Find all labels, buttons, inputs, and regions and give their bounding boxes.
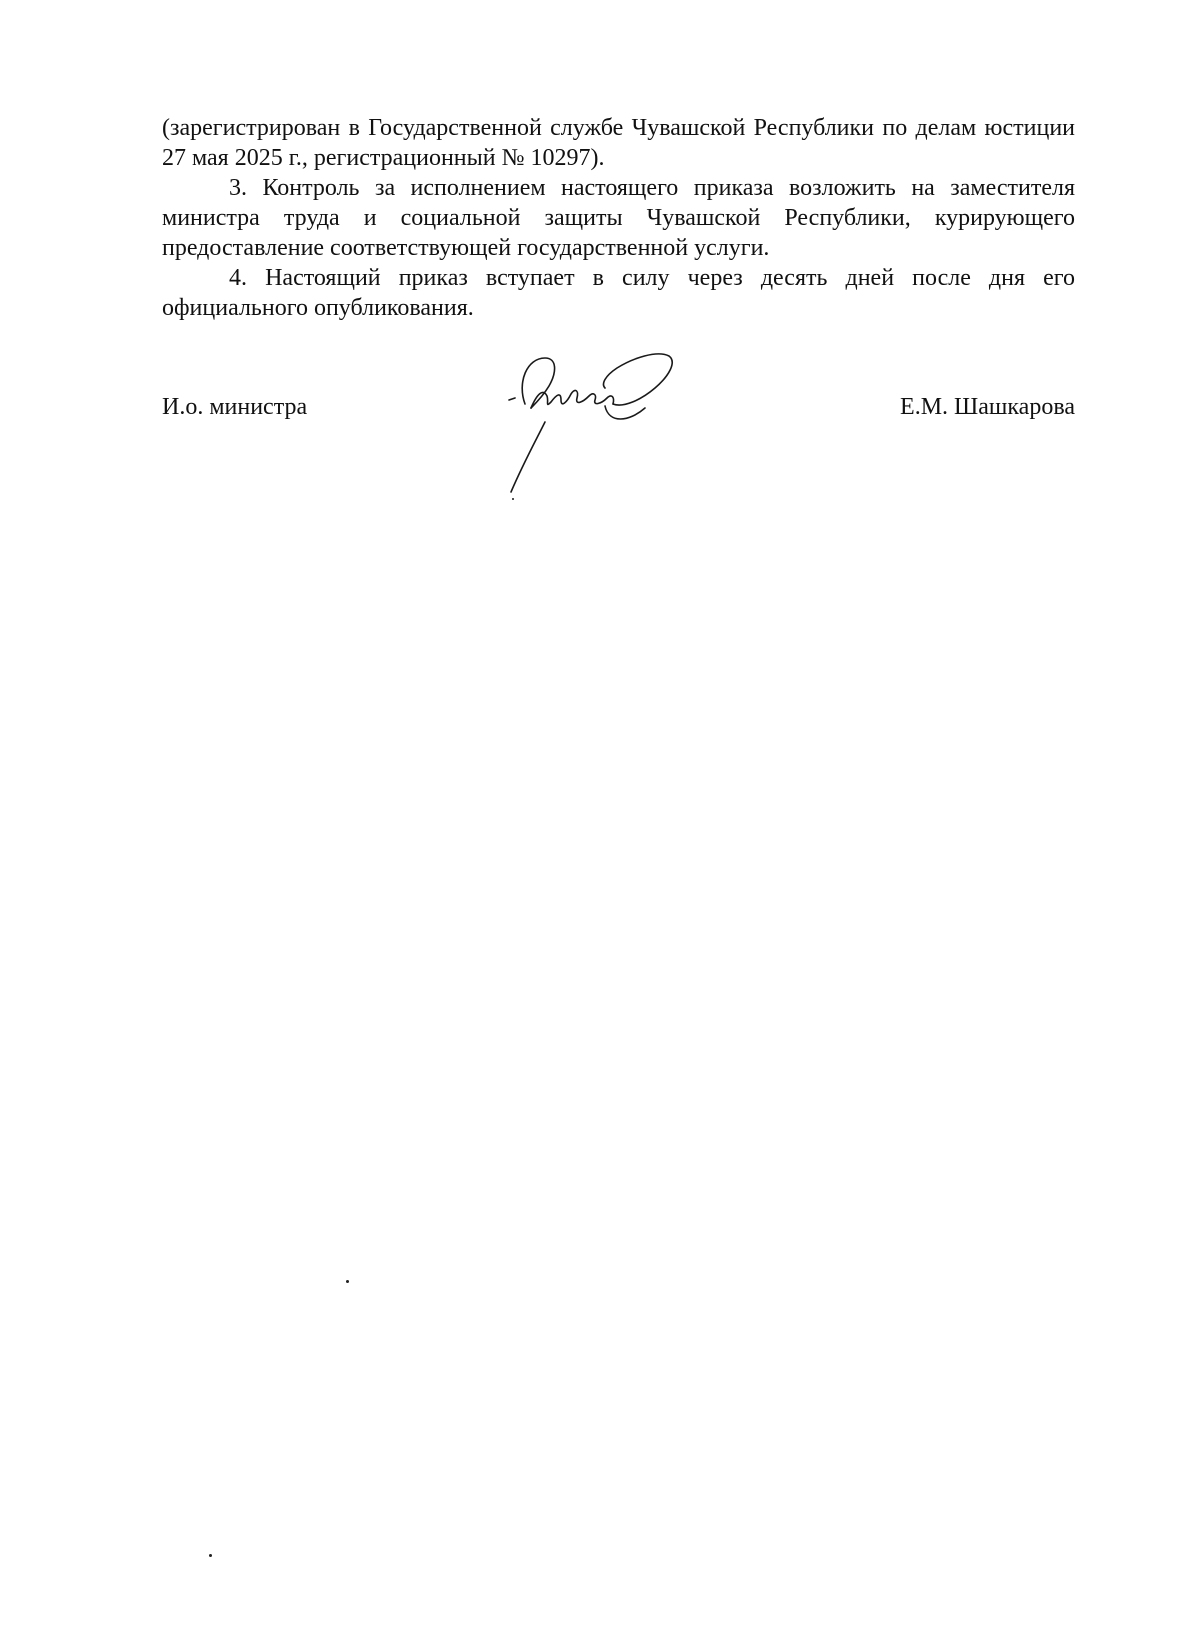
signatory-position: И.о. министра: [162, 394, 308, 420]
paragraph-registration: (зарегистрирован в Государственной службе Чувашской Республики по делам юстиции 27 мая 2025 г., регистрационный № 10297).: [162, 115, 1075, 171]
handwritten-signature: [505, 352, 695, 502]
scan-speck: [346, 1280, 349, 1283]
scan-speck: [209, 1554, 212, 1557]
signatory-name: Е.М. Шашкарова: [900, 394, 1075, 420]
document-body: [162, 113, 1075, 323]
paragraph-item-4: 4. Настоящий приказ вступает в силу через десять дней после дня его официального опубликования.: [162, 265, 1075, 321]
paragraph-item-3: 3. Контроль за исполнением настоящего приказа возложить на заместителя министра труда и социальной защиты Чувашской Республики, курирующего предоставление соответствующей государственной услуги.: [162, 175, 1075, 261]
